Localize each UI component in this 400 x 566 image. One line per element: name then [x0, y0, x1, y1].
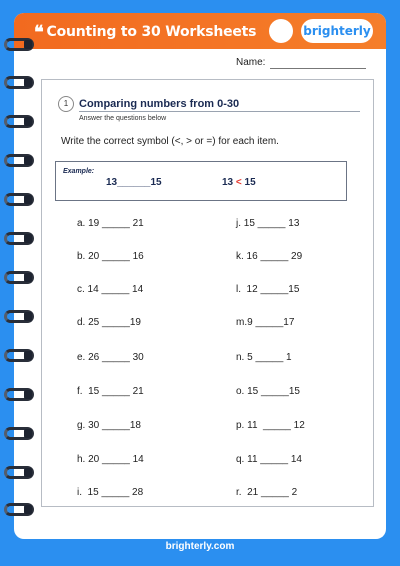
- list-item: g. 30 _____18: [77, 420, 141, 431]
- name-label: Name:: [236, 57, 266, 68]
- ring-hole: [24, 156, 32, 165]
- list-item: d. 25 _____19: [77, 317, 141, 328]
- ring-hole: [24, 390, 32, 399]
- ring-hole: [24, 273, 32, 282]
- list-item: k. 16 _____ 29: [236, 251, 303, 262]
- list-item: e. 26 _____ 30: [77, 352, 144, 363]
- example-question: 13______15: [106, 177, 162, 188]
- section-subtitle: Answer the questions below: [79, 115, 167, 122]
- list-item: i. 15 _____ 28: [77, 487, 144, 498]
- example-answer-symbol: <: [235, 177, 242, 188]
- list-item: f. 15 _____ 21: [77, 386, 144, 397]
- worksheet-title-text: Counting to 30 Worksheets: [46, 24, 257, 40]
- list-item: h. 20 _____ 14: [77, 454, 144, 465]
- worksheet-title: [34, 22, 256, 43]
- example-answer-b: 15: [244, 177, 256, 188]
- list-item: j. 15 _____ 13: [236, 218, 300, 229]
- ring-hole: [24, 312, 32, 321]
- ring-hole: [24, 40, 32, 49]
- list-item: q. 11 _____ 14: [236, 454, 302, 465]
- list-item: a. 19 _____ 21: [77, 218, 144, 229]
- list-item: r. 21 _____ 2: [236, 487, 298, 498]
- ring-hole: [24, 117, 32, 126]
- list-item: b. 20 _____ 16: [77, 251, 144, 262]
- ring-hole: [24, 429, 32, 438]
- example-label: Example:: [63, 168, 95, 175]
- name-line: [270, 68, 366, 69]
- brighterly-logo: brighterly: [301, 19, 373, 43]
- section-title: Comparing numbers from 0-30: [79, 98, 240, 110]
- footer-site-link[interactable]: brighterly.com: [165, 541, 235, 552]
- example-answer: [222, 177, 256, 188]
- list-item: o. 15 _____15: [236, 386, 300, 397]
- quote-icon: ❝: [34, 22, 44, 43]
- ring-hole: [24, 234, 32, 243]
- exercise-box: [41, 79, 374, 507]
- worksheet-header: [14, 13, 386, 49]
- ring-hole: [24, 505, 32, 514]
- ring-hole: [24, 351, 32, 360]
- list-item: n. 5 _____ 1: [236, 352, 292, 363]
- spiral-binding: [0, 0, 40, 566]
- instruction-text: Write the correct symbol (<, > or =) for each item.: [61, 136, 279, 147]
- section-number: 1: [58, 96, 74, 112]
- worksheet-page: [14, 13, 386, 539]
- list-item: p. 11 _____ 12: [236, 420, 305, 431]
- ring-hole: [24, 195, 32, 204]
- example-box: [55, 161, 347, 201]
- list-item: l. 12 _____15: [236, 284, 300, 295]
- list-item: c. 14 _____ 14: [77, 284, 144, 295]
- section-divider: [79, 111, 360, 112]
- ring-hole: [24, 78, 32, 87]
- example-answer-a: 13: [222, 177, 234, 188]
- header-circle-icon: [269, 19, 293, 43]
- list-item: m.9 _____17: [236, 317, 295, 328]
- ring-hole: [24, 468, 32, 477]
